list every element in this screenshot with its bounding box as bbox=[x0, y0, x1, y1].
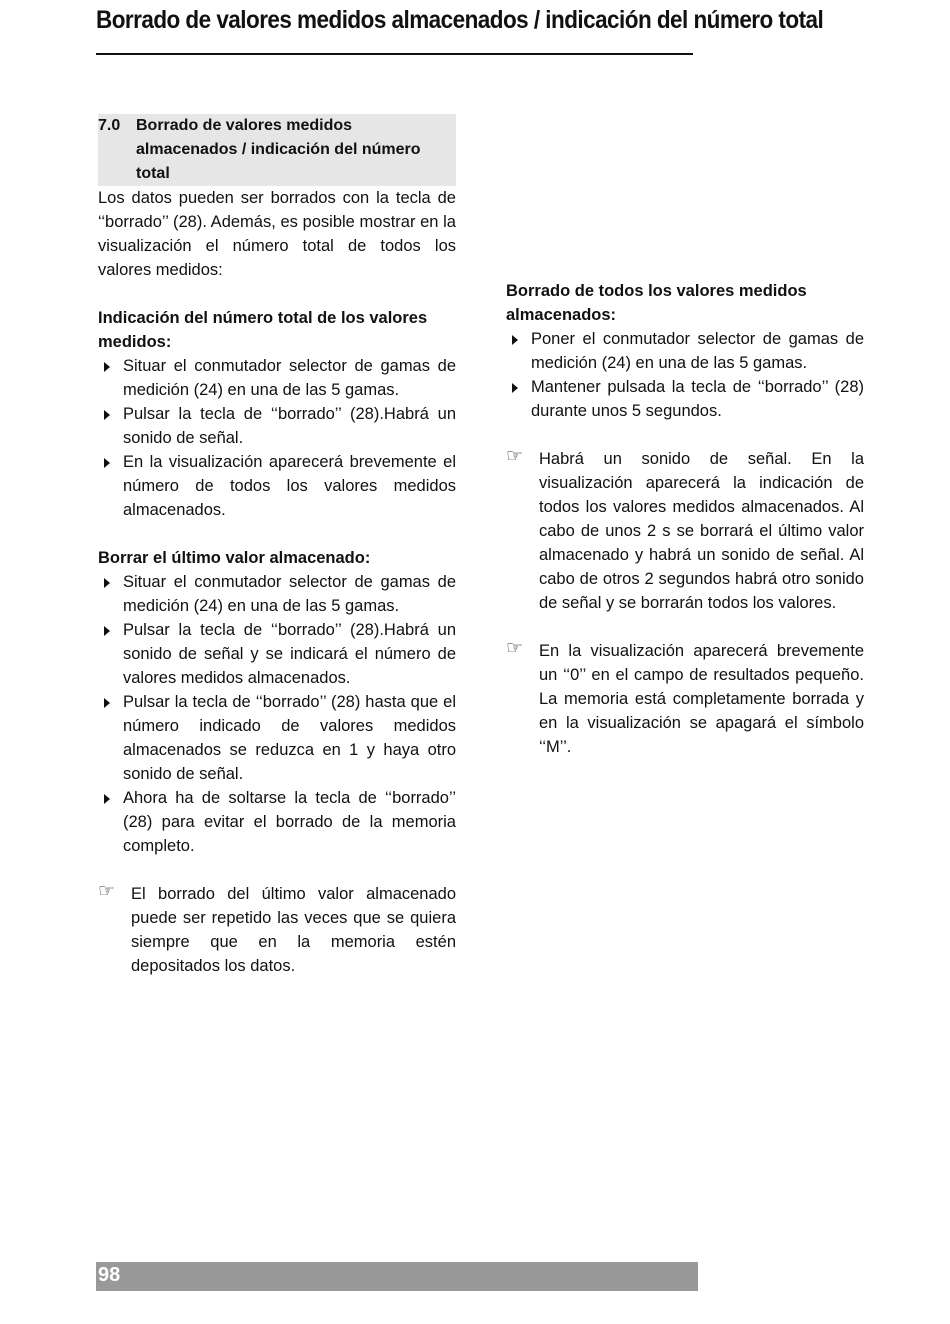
delete-last-steps bbox=[98, 570, 456, 858]
triangle-right-icon bbox=[104, 794, 110, 804]
pointing-hand-icon: ☞ bbox=[506, 445, 524, 467]
section-title: Borrado de valores medidos almacenados / indicación del número total bbox=[136, 117, 421, 182]
triangle-right-icon bbox=[104, 578, 110, 588]
triangle-right-icon bbox=[104, 410, 110, 420]
triangle-right-icon bbox=[512, 383, 518, 393]
page-title: Borrado de valores medidos almacenados / indicación del número total bbox=[96, 6, 824, 34]
note-memory-cleared: ☞ En la visualización aparecerá brevemente un ‘‘0’’ en el campo de resultados pequeño. La memoria está completamente borrada y en la visualización se apagará el símbolo ‘‘M’’. bbox=[506, 637, 864, 756]
pointing-hand-icon: ☞ bbox=[506, 637, 524, 659]
delete-all-heading: Borrado de todos los valores medidos almacenados: bbox=[506, 282, 807, 324]
left-column bbox=[98, 114, 456, 978]
indication-steps bbox=[98, 354, 456, 522]
indication-heading: Indicación del número total de los valores medidos: bbox=[98, 309, 428, 351]
note-delete-last: ☞ El borrado del último valor almacenado puede ser repetido las veces que se quiera siempre que en la memoria estén depositados los datos. bbox=[98, 880, 456, 975]
list-item: En la visualización aparecerá brevemente el número de todos los valores medidos almacenados. bbox=[98, 450, 456, 522]
pointing-hand-icon: ☞ bbox=[98, 880, 116, 902]
triangle-right-icon bbox=[104, 362, 110, 372]
triangle-right-icon bbox=[512, 335, 518, 345]
list-item: Poner el conmutador selector de gamas de medición (24) en una de las 5 gamas. bbox=[506, 327, 864, 375]
list-item: Ahora ha de soltarse la tecla de ‘‘borrado’’ (28) para evitar el borrado de la memoria completo. bbox=[98, 786, 456, 858]
list-item: Pulsar la tecla de ‘‘borrado’’ (28) hasta que el número indicado de valores medidos almacenados se reduzca en 1 y haya otro sonido de señal. bbox=[98, 690, 456, 786]
delete-all-steps bbox=[506, 327, 864, 423]
list-item: Situar el conmutador selector de gamas de medición (24) en una de las 5 gamas. bbox=[98, 570, 456, 618]
delete-last-heading: Borrar el último valor almacenado: bbox=[98, 549, 371, 567]
list-item: Mantener pulsada la tecla de ‘‘borrado’’ (28) durante unos 5 segundos. bbox=[506, 375, 864, 423]
title-rule bbox=[96, 53, 693, 55]
footer-bar bbox=[96, 1262, 698, 1291]
triangle-right-icon bbox=[104, 458, 110, 468]
triangle-right-icon bbox=[104, 626, 110, 636]
triangle-right-icon bbox=[104, 698, 110, 708]
section-number: 7.0 bbox=[98, 117, 121, 134]
page-number: 98 bbox=[98, 1264, 121, 1286]
right-column bbox=[506, 279, 864, 759]
list-item: Pulsar la tecla de ‘‘borrado’’ (28).Habrá un sonido de señal. bbox=[98, 402, 456, 450]
list-item: Pulsar la tecla de ‘‘borrado’’ (28).Habrá un sonido de señal y se indicará el número de valores medidos almacenados. bbox=[98, 618, 456, 690]
note-delete-all-signal: ☞ Habrá un sonido de señal. En la visualización aparecerá la indicación de todos los valores medidos almacenados. Al cabo de unos 2 s se borrará el último valor almacenado y habrá un sonido de señal. Al cabo de otros 2 segundos habrá otro sonido de señal y se borrarán todos los valores. bbox=[506, 445, 864, 612]
intro-paragraph: Los datos pueden ser borrados con la tecla de ‘‘borrado’’ (28). Además, es posible mostrar en la visualización el número total de todos los valores medidos: bbox=[98, 189, 456, 279]
section-heading bbox=[98, 114, 456, 186]
list-item: Situar el conmutador selector de gamas de medición (24) en una de las 5 gamas. bbox=[98, 354, 456, 402]
